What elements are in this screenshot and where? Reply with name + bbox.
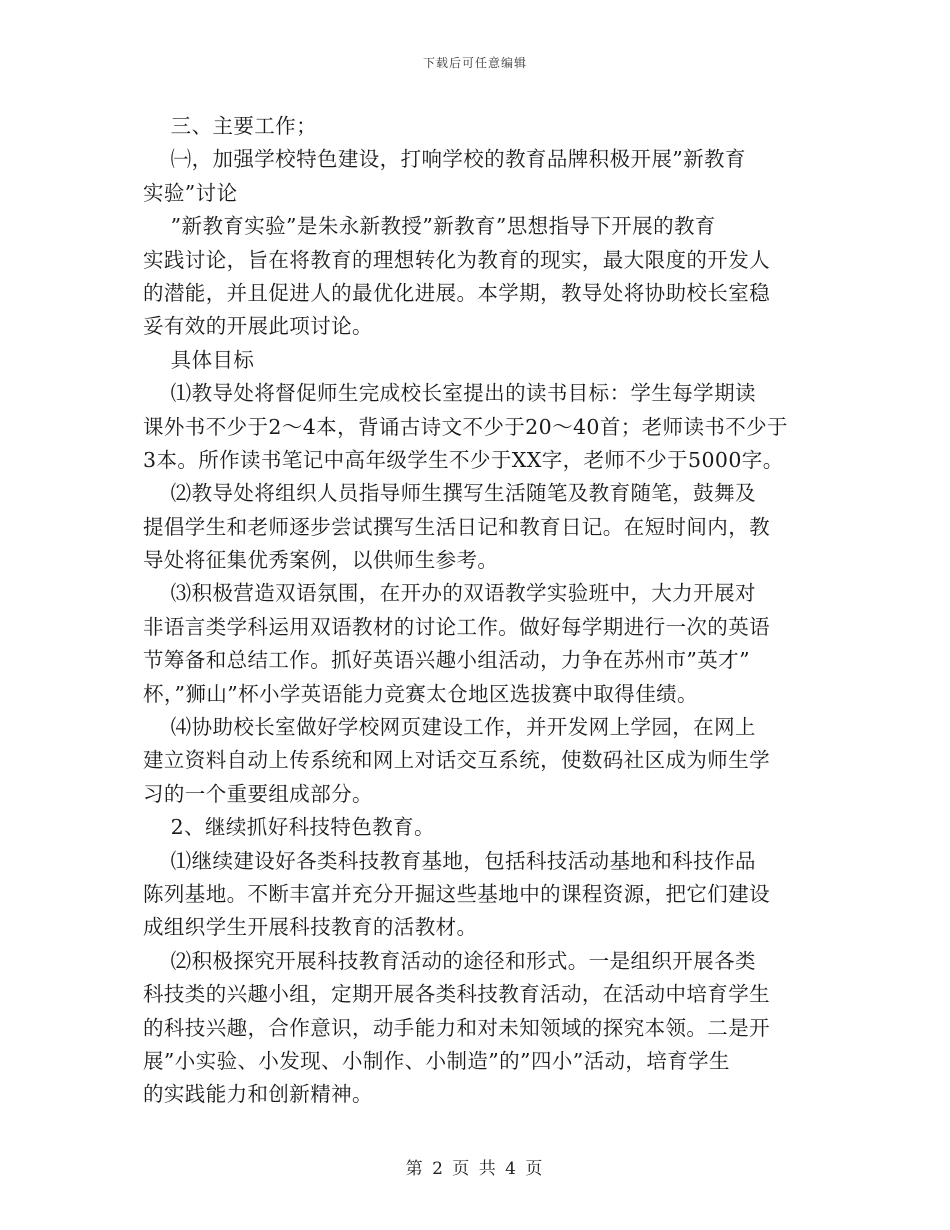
- body-line: 陈列基地。不断丰富并充分开掘这些基地中的课程资源，把它们建设: [143, 881, 770, 906]
- body-line: ㈠，加强学校特色建设，打响学校的教育品牌积极开展”新教育: [143, 147, 746, 172]
- body-line: 节筹备和总结工作。抓好英语兴趣小组活动，力争在苏州市”英才”: [143, 648, 750, 673]
- body-line: 建立资料自动上传系统和网上对话交互系统，使数码社区成为师生学: [143, 748, 770, 773]
- body-line: 的潜能，并且促进人的最优化进展。本学期，教导处将协助校长室稳: [143, 280, 770, 305]
- body-line: ⑴继续建设好各类科技教育基地，包括科技活动基地和科技作品: [143, 848, 756, 873]
- body-line: ⑴教导处将督促师生完成校长室提出的读书目标：学生每学期读: [143, 381, 756, 406]
- page-number-footer: 第 2 页 共 4 页: [405, 1159, 545, 1179]
- body-line: 实践讨论，旨在将教育的理想转化为教育的现实，最大限度的开发人: [143, 247, 770, 272]
- body-line: 的科技兴趣，合作意识，动手能力和对未知领域的探究本领。二是开: [143, 1015, 770, 1040]
- body-line: 课外书不少于2～4本，背诵古诗文不少于20～40首；老师读书不少于: [143, 414, 788, 439]
- body-line: 提倡学生和老师逐步尝试撰写生活日记和教育日记。在短时间内，教: [143, 514, 770, 539]
- body-line: 非语言类学科运用双语教材的讨论工作。做好每学期进行一次的英语: [143, 614, 770, 639]
- body-line: 实验”讨论: [143, 180, 238, 205]
- body-line: ⑶积极营造双语氛围，在开办的双语教学实验班中，大力开展对: [143, 581, 756, 606]
- body-line: 导处将征集优秀案例，以供师生参考。: [143, 548, 499, 573]
- body-line: 三、主要工作；: [143, 114, 317, 138]
- body-line: 3本。所作读书笔记中高年级学生不少于XX字，老师不少于5000字。: [143, 447, 784, 472]
- page-header-note: 下载后可任意编辑: [422, 56, 527, 70]
- body-line: 科技类的兴趣小组，定期开展各类科技教育活动，在活动中培育学生: [143, 982, 770, 1007]
- body-line: 妥有效的开展此项讨论。: [143, 314, 373, 339]
- body-line: 展”小实验、小发现、小制作、小制造”的”四小”活动，培育学生: [143, 1048, 730, 1073]
- body-line: ⑵教导处将组织人员指导师生撰写生活随笔及教育随笔，鼓舞及: [143, 481, 756, 506]
- body-line: 的实践能力和创新精神。: [143, 1082, 373, 1107]
- body-line: 杯，”狮山”杯小学英语能力竞赛太仓地区选拔赛中取得佳绩。: [143, 681, 698, 706]
- body-line: 具体目标: [143, 347, 255, 372]
- body-line: 习的一个重要组成部分。: [143, 781, 373, 806]
- body-line: 2、继续抓好科技特色教育。: [143, 815, 435, 840]
- body-line: ⑵积极探究开展科技教育活动的途径和形式。一是组织开展各类: [143, 948, 756, 973]
- body-line: ”新教育实验”是朱永新教授”新教育”思想指导下开展的教育: [143, 214, 716, 239]
- body-line: 成组织学生开展科技教育的活教材。: [143, 915, 478, 940]
- body-line: ⑷协助校长室做好学校网页建设工作，并开发网上学园，在网上: [143, 715, 756, 740]
- document-body: [143, 110, 807, 1112]
